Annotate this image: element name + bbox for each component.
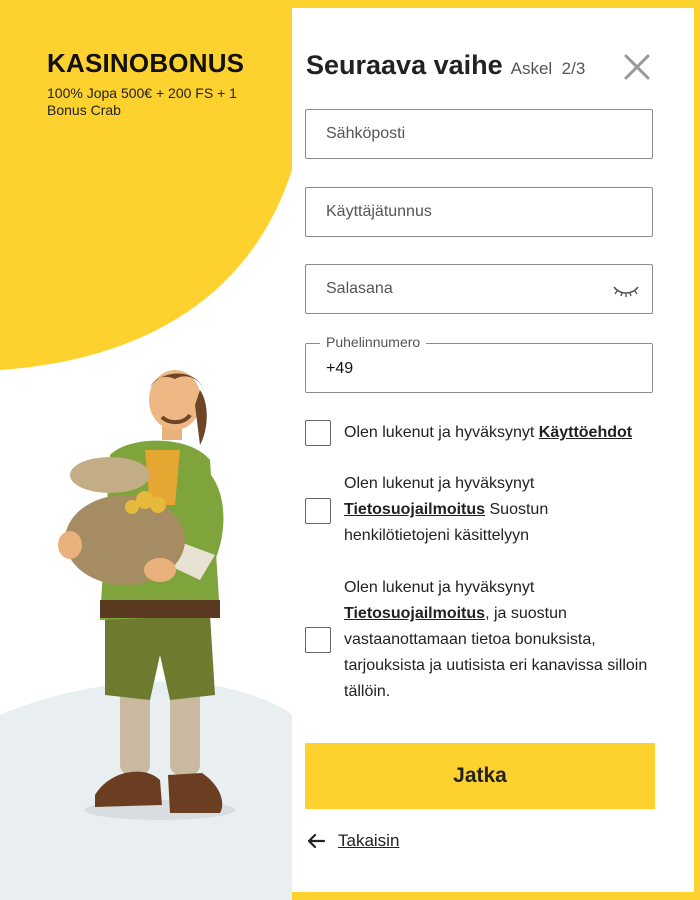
form-title: Seuraava vaihe [306,50,503,80]
mascot-illustration [50,365,240,825]
username-input[interactable] [326,188,606,236]
privacy-link[interactable]: Tietosuojailmoitus [344,501,486,518]
registration-panel [292,8,694,892]
terms-text-prefix: Olen lukenut ja hyväksynyt [344,424,539,441]
password-field [305,264,653,314]
marketing-privacy-link[interactable]: Tietosuojailmoitus [344,605,486,622]
promo-heading: KASINOBONUS [47,48,245,78]
terms-text [344,420,654,446]
password-input[interactable] [326,265,606,313]
step-label: Askel [510,59,553,78]
privacy-text-prefix: Olen lukenut ja hyväksynyt [344,475,535,492]
close-icon[interactable] [622,52,652,82]
username-field [305,187,653,237]
promo-text [47,48,277,119]
marketing-text-suffix: , ja suostun vastaanottamaan tietoa bonuksista, tarjouksista ja uutisista eri kanavissa silloin tällöin. [344,605,648,700]
terms-link[interactable]: Käyttöehdot [538,424,633,441]
form-header [306,50,585,81]
privacy-text [344,471,654,549]
phone-field[interactable] [305,334,653,393]
continue-button[interactable]: Jatka [305,743,655,809]
email-field [305,109,653,159]
privacy-checkbox[interactable] [305,498,331,524]
back-link[interactable] [306,831,399,851]
step-value: 2/3 [561,59,586,78]
email-input[interactable] [326,110,606,158]
terms-checkbox[interactable] [305,420,331,446]
marketing-text [344,575,654,705]
marketing-text-prefix: Olen lukenut ja hyväksynyt [344,579,535,596]
arrow-left-icon [306,832,326,850]
privacy-text-suffix: Suostun henkilötietojeni käsittelyyn [344,501,549,544]
phone-label: Puhelinnumero [320,334,426,350]
marketing-checkbox[interactable] [305,627,331,653]
eye-closed-icon[interactable] [612,283,640,299]
back-label: Takaisin [338,831,400,850]
step-indicator [511,59,586,79]
promo-subtext: 100% Jopa 500€ + 200 FS + 1 Bonus Crab [47,85,237,118]
phone-value: +49 [326,360,354,377]
promo-area [0,0,292,900]
